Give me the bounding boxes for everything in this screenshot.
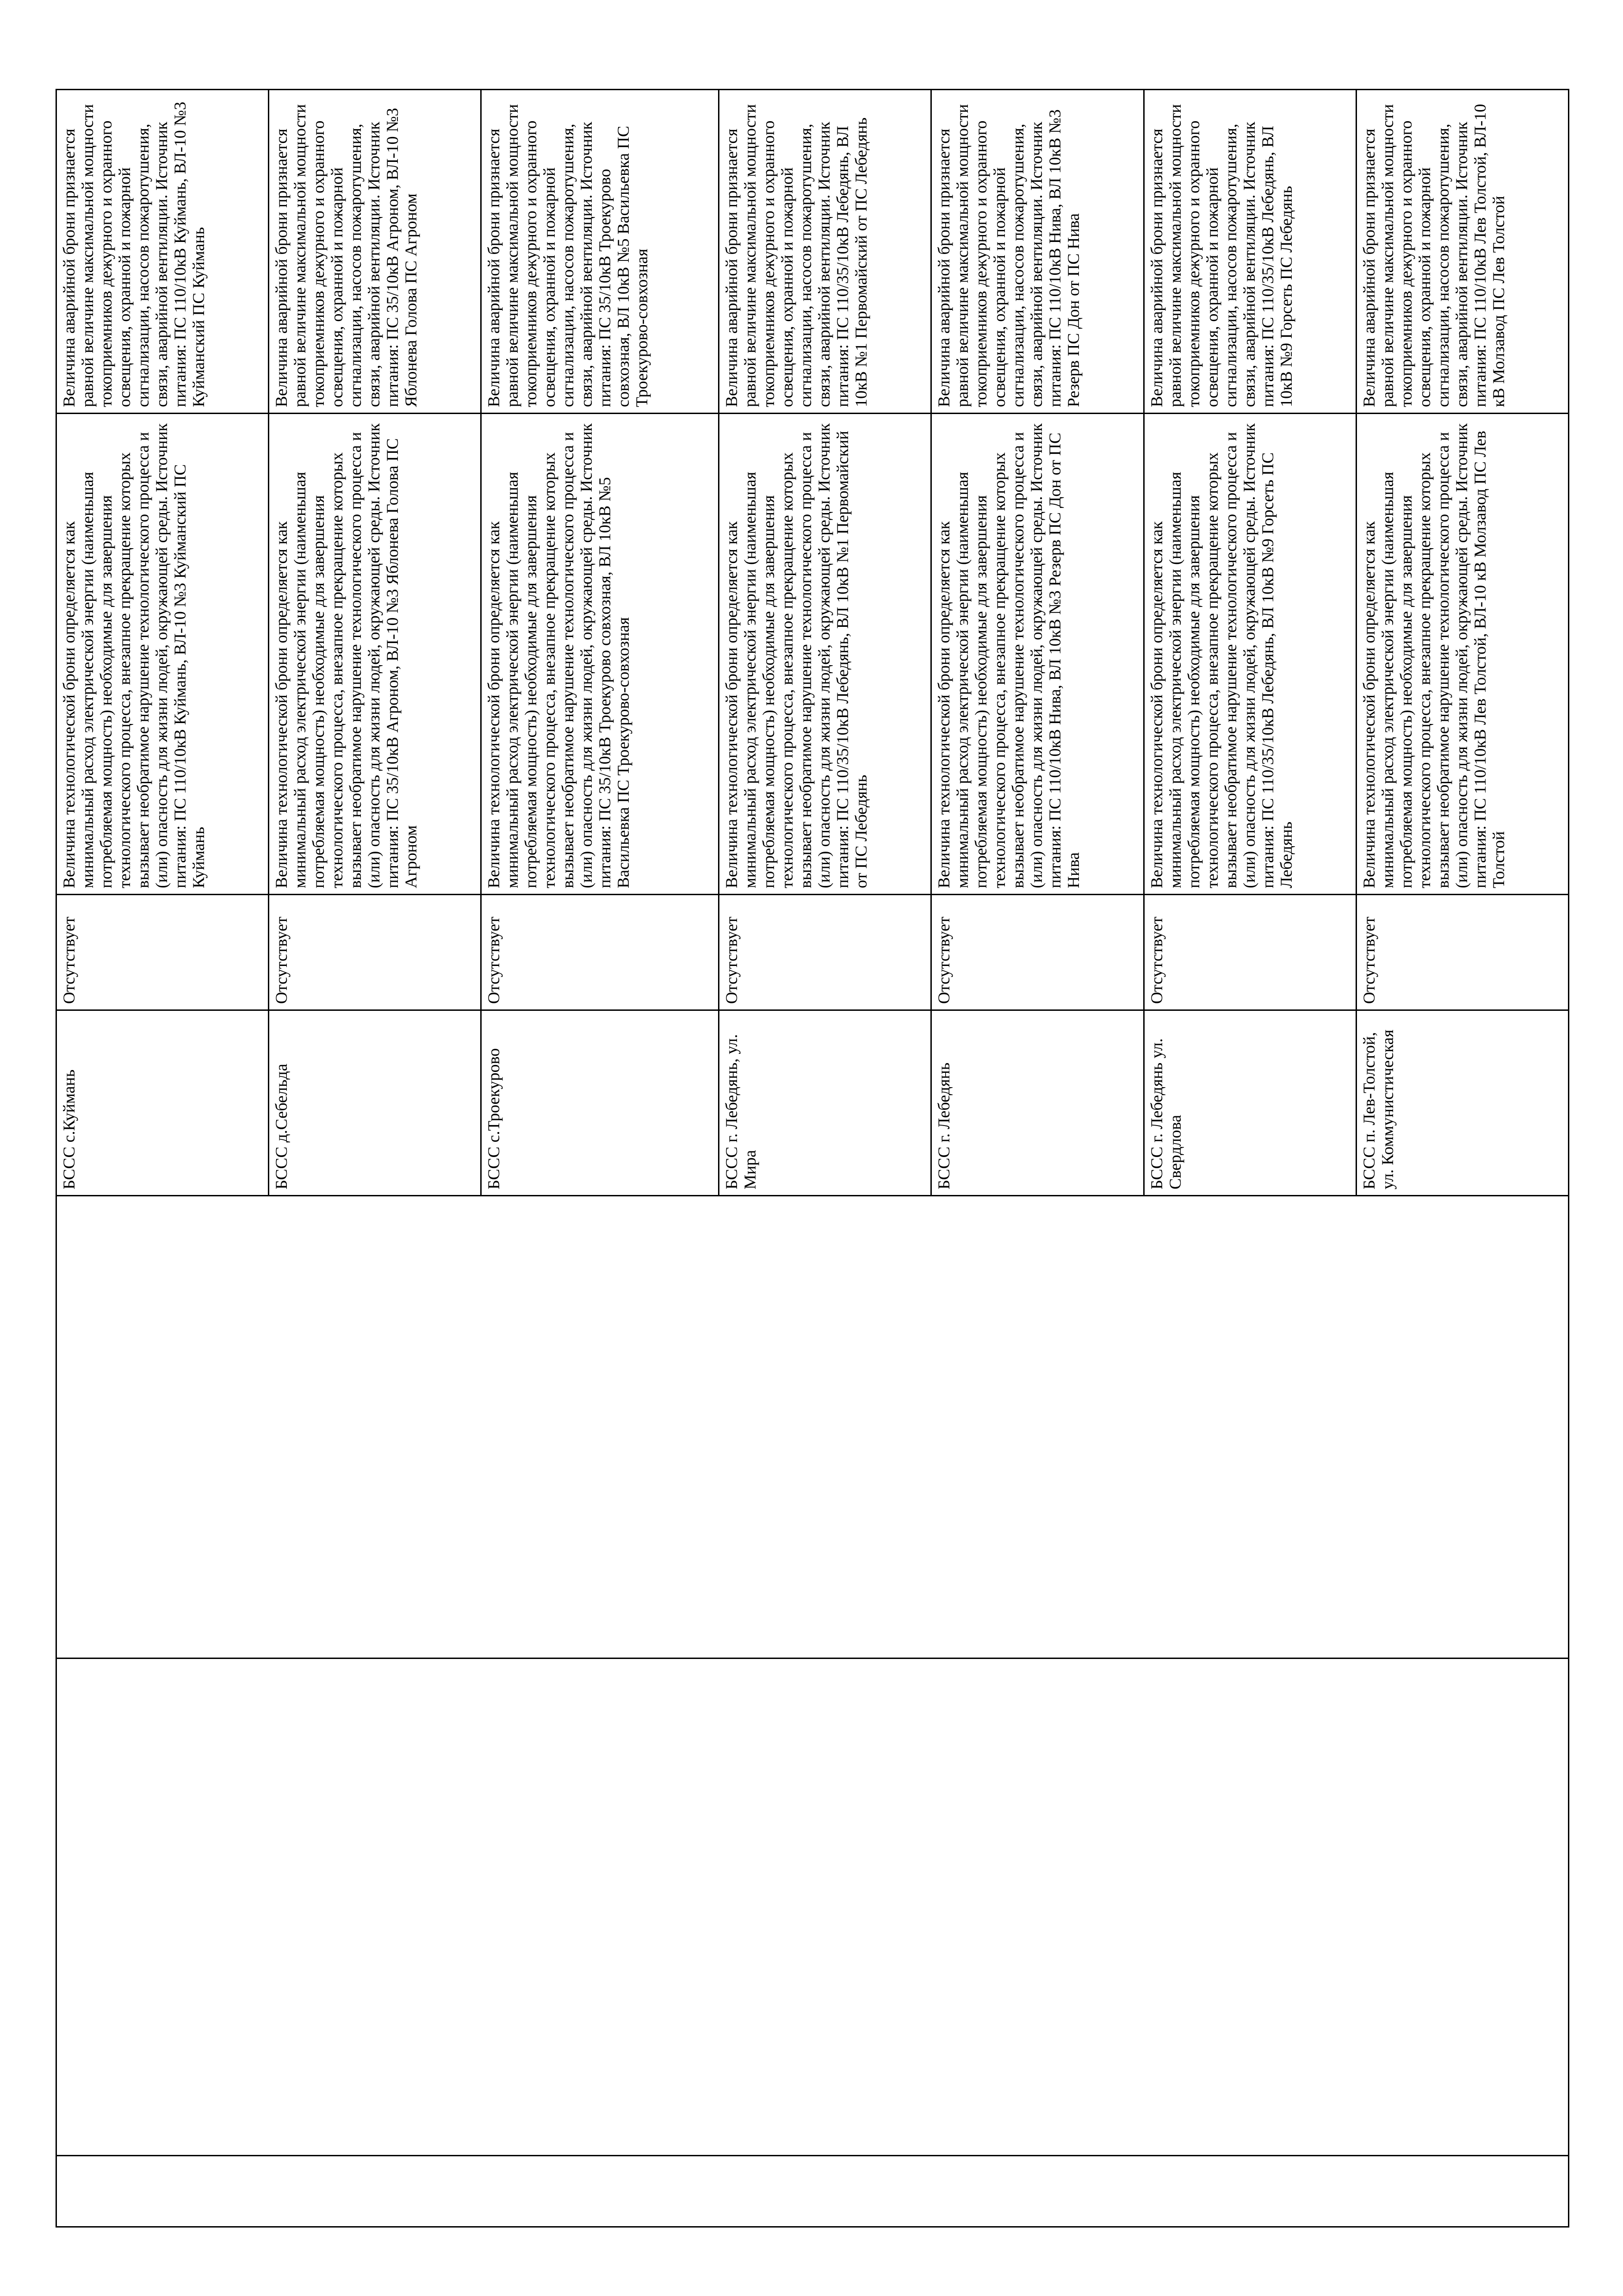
empty-cell bbox=[56, 2156, 1569, 2227]
emergency-reserve-cell: Величина аварийной брони признается равной величине максимальной мощности токоприемников дежурного и охранного освещения, охранной и пожарной сигнализации, насосов пожаротушения, связи, аварийной вентиляции. Источник питания: ПС 35/10кВ Троекурово совхозная, ВЛ 10кВ №5 Васильевка ПС Троекурово-совхозная bbox=[481, 90, 719, 414]
table-row bbox=[56, 90, 269, 2227]
emergency-reserve-cell: Величина аварийной брони признается равной величине максимальной мощности токоприемников дежурного и охранного освещения, охранной и пожарной сигнализации, насосов пожаротушения, связи, аварийной вентиляции. Источник питания: ПС 110/10кВ Лев Толстой, ВЛ-10 кВ Молзавод ПС Лев Толстой bbox=[1356, 90, 1568, 414]
empty-cell bbox=[56, 1196, 1569, 1659]
status-cell: Отсутствует bbox=[931, 895, 1144, 1010]
status-cell: Отсутствует bbox=[56, 895, 269, 1010]
object-name-cell: БССС г. Лебедянь ул. Свердлова bbox=[1144, 1010, 1356, 1196]
object-name-cell: БССС д.Себельда bbox=[269, 1010, 481, 1196]
emergency-reserve-cell: Величина аварийной брони признается равной величине максимальной мощности токоприемников дежурного и охранного освещения, охранной и пожарной сигнализации, насосов пожаротушения, связи, аварийной вентиляции. Источник питания: ПС 110/35/10кВ Лебедянь, ВЛ 10кВ №1 Первомайский от ПС Лебедянь bbox=[719, 90, 931, 414]
tech-reserve-cell: Величина технологической брони определяется как минимальный расход электрической энергии (наименьшая потребляемая мощность) необходимые для завершения технологического процесса, внезапное прекращение которых вызывает необратимое нарушение технологического процесса и (или) опасность для жизни людей, окружающей среды. Источник питания: ПС 110/10кВ Куймань, ВЛ-10 №3 Куйманский ПС Куймань bbox=[56, 414, 269, 895]
empty-cell bbox=[56, 1659, 1569, 2156]
emergency-reserve-cell: Величина аварийной брони признается равной величине максимальной мощности токоприемников дежурного и охранного освещения, охранной и пожарной сигнализации, насосов пожаротушения, связи, аварийной вентиляции. Источник питания: ПС 35/10кВ Агроном, ВЛ-10 №3 Яблонева Голова ПС Агроном bbox=[269, 90, 481, 414]
emergency-reserve-cell: Величина аварийной брони признается равной величине максимальной мощности токоприемников дежурного и охранного освещения, охранной и пожарной сигнализации, насосов пожаротушения, связи, аварийной вентиляции. Источник питания: ПС 110/10кВ Нива, ВЛ 10кВ №3 Резерв ПС Дон от ПС Нива bbox=[931, 90, 1144, 414]
tech-reserve-cell: Величина технологической брони определяется как минимальный расход электрической энергии (наименьшая потребляемая мощность) необходимые для завершения технологического процесса, внезапное прекращение которых вызывает необратимое нарушение технологического процесса и (или) опасность для жизни людей, окружающей среды. Источник питания: ПС 110/35/10кВ Лебедянь, ВЛ 10кВ №1 Первомайский от ПС Лебедянь bbox=[719, 414, 931, 895]
object-name-cell: БССС г. Лебедянь, ул. Мира bbox=[719, 1010, 931, 1196]
tech-reserve-cell: Величина технологической брони определяется как минимальный расход электрической энергии (наименьшая потребляемая мощность) необходимые для завершения технологического процесса, внезапное прекращение которых вызывает необратимое нарушение технологического процесса и (или) опасность для жизни людей, окружающей среды. Источник питания: ПС 110/10кВ Лев Толстой, ВЛ-10 кВ Молзавод ПС Лев Толстой bbox=[1356, 414, 1568, 895]
tech-reserve-cell: Величина технологической брони определяется как минимальный расход электрической энергии (наименьшая потребляемая мощность) необходимые для завершения технологического процесса, внезапное прекращение которых вызывает необратимое нарушение технологического процесса и (или) опасность для жизни людей, окружающей среды. Источник питания: ПС 110/10кВ Нива, ВЛ 10кВ №3 Резерв ПС Дон от ПС Нива bbox=[931, 414, 1144, 895]
tech-reserve-cell: Величина технологической брони определяется как минимальный расход электрической энергии (наименьшая потребляемая мощность) необходимые для завершения технологического процесса, внезапное прекращение которых вызывает необратимое нарушение технологического процесса и (или) опасность для жизни людей, окружающей среды. Источник питания: ПС 110/35/10кВ Лебедянь, ВЛ 10кВ №9 Горсеть ПС Лебедянь bbox=[1144, 414, 1356, 895]
object-name-cell: БССС г. Лебедянь bbox=[931, 1010, 1144, 1196]
rotated-page bbox=[56, 90, 1569, 2228]
object-name-cell: БССС с.Троекурово bbox=[481, 1010, 719, 1196]
tech-reserve-cell: Величина технологической брони определяется как минимальный расход электрической энергии (наименьшая потребляемая мощность) необходимые для завершения технологического процесса, внезапное прекращение которых вызывает необратимое нарушение технологического процесса и (или) опасность для жизни людей, окружающей среды. Источник питания: ПС 35/10кВ Троекурово совхозная, ВЛ 10кВ №5 Васильевка ПС Троекурово-совхозная bbox=[481, 414, 719, 895]
emergency-reserve-cell: Величина аварийной брони признается равной величине максимальной мощности токоприемников дежурного и охранного освещения, охранной и пожарной сигнализации, насосов пожаротушения, связи, аварийной вентиляции. Источник питания: ПС 110/10кВ Куймань, ВЛ-10 №3 Куйманский ПС Куймань bbox=[56, 90, 269, 414]
object-name-cell: БССС с.Куймань bbox=[56, 1010, 269, 1196]
status-cell: Отсутствует bbox=[481, 895, 719, 1010]
object-name-cell: БССС п. Лев-Толстой, ул. Коммунистическая bbox=[1356, 1010, 1568, 1196]
reservation-table bbox=[56, 89, 1569, 2228]
tech-reserve-cell: Величина технологической брони определяется как минимальный расход электрической энергии (наименьшая потребляемая мощность) необходимые для завершения технологического процесса, внезапное прекращение которых вызывает необратимое нарушение технологического процесса и (или) опасность для жизни людей, окружающей среды. Источник питания: ПС 35/10кВ Агроном, ВЛ-10 №3 Яблонева Голова ПС Агроном bbox=[269, 414, 481, 895]
status-cell: Отсутствует bbox=[719, 895, 931, 1010]
status-cell: Отсутствует bbox=[1356, 895, 1568, 1010]
status-cell: Отсутствует bbox=[269, 895, 481, 1010]
emergency-reserve-cell: Величина аварийной брони признается равной величине максимальной мощности токоприемников дежурного и охранного освещения, охранной и пожарной сигнализации, насосов пожаротушения, связи, аварийной вентиляции. Источник питания: ПС 110/35/10кВ Лебедянь, ВЛ 10кВ №9 Горсеть ПС Лебедянь bbox=[1144, 90, 1356, 414]
status-cell: Отсутствует bbox=[1144, 895, 1356, 1010]
